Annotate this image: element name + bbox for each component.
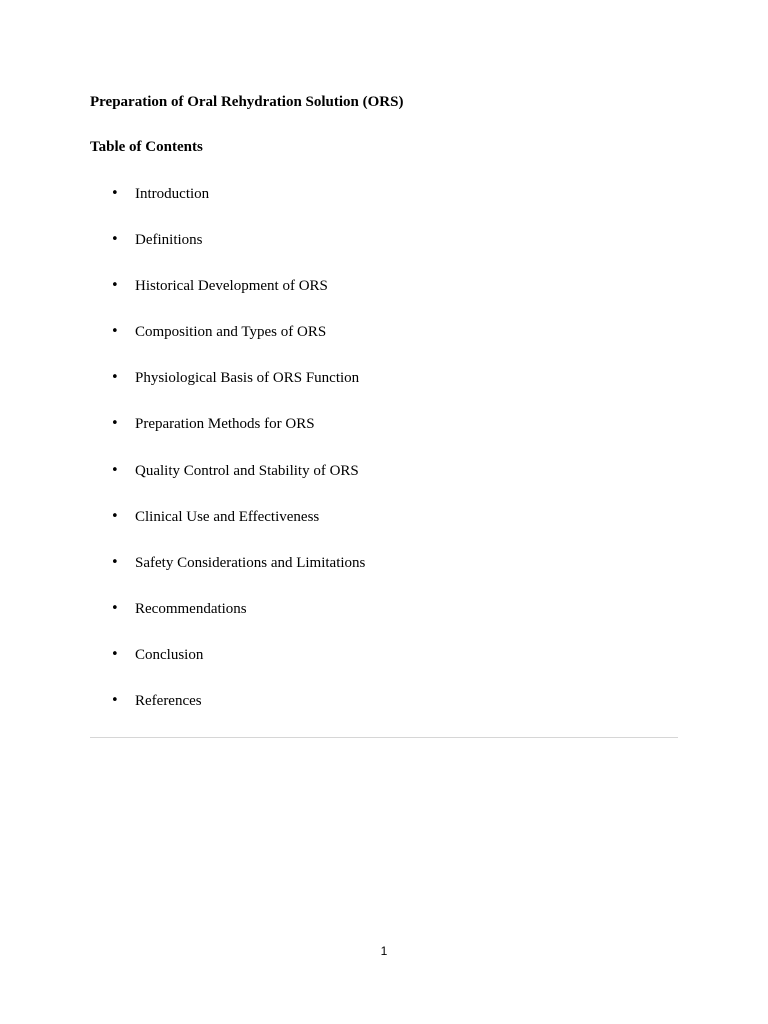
- bullet-icon: •: [111, 693, 119, 709]
- page-divider: [90, 737, 678, 738]
- toc-item-label: Introduction: [135, 186, 210, 202]
- toc-item-historical-development: [0, 276, 768, 322]
- bullet-icon: •: [111, 462, 119, 478]
- bullet-icon: •: [111, 508, 119, 524]
- toc-item-label: Clinical Use and Effectiveness: [135, 508, 320, 525]
- toc-heading: Table of Contents: [90, 139, 203, 155]
- toc-item-safety-considerations: [0, 553, 768, 599]
- toc-item-label: References: [135, 693, 202, 710]
- toc-item-physiological-basis: [0, 368, 768, 414]
- bullet-icon: •: [111, 600, 119, 616]
- page-number: 1: [380, 944, 388, 958]
- toc-item-label: Conclusion: [135, 646, 204, 663]
- toc-item-conclusion: [0, 645, 768, 691]
- bullet-icon: •: [111, 324, 119, 340]
- bullet-icon: •: [111, 278, 119, 294]
- toc-item-references: [0, 691, 768, 737]
- toc-list: [0, 184, 768, 737]
- bullet-icon: •: [111, 554, 119, 570]
- bullet-icon: •: [111, 370, 119, 386]
- toc-item-label: Historical Development of ORS: [135, 278, 328, 295]
- toc-item-label: Preparation Methods for ORS: [135, 416, 315, 433]
- toc-item-label: Quality Control and Stability of ORS: [135, 462, 359, 479]
- toc-item-composition-types: [0, 322, 768, 368]
- bullet-icon: •: [111, 416, 119, 432]
- bullet-icon: •: [111, 232, 119, 248]
- toc-item-quality-control: [0, 461, 768, 507]
- toc-item-clinical-use: [0, 507, 768, 553]
- toc-item-label: Composition and Types of ORS: [135, 324, 327, 341]
- toc-item-label: Physiological Basis of ORS Function: [135, 370, 360, 387]
- toc-item-introduction: [0, 184, 768, 230]
- toc-item-label: Definitions: [135, 232, 203, 249]
- toc-item-recommendations: [0, 599, 768, 645]
- document-title: Preparation of Oral Rehydration Solution (ORS): [90, 94, 404, 110]
- toc-item-preparation-methods: [0, 414, 768, 460]
- toc-item-label: Safety Considerations and Limitations: [135, 554, 366, 571]
- bullet-icon: •: [111, 186, 119, 201]
- toc-item-label: Recommendations: [135, 600, 247, 617]
- toc-item-definitions: [0, 230, 768, 276]
- bullet-icon: •: [111, 646, 119, 662]
